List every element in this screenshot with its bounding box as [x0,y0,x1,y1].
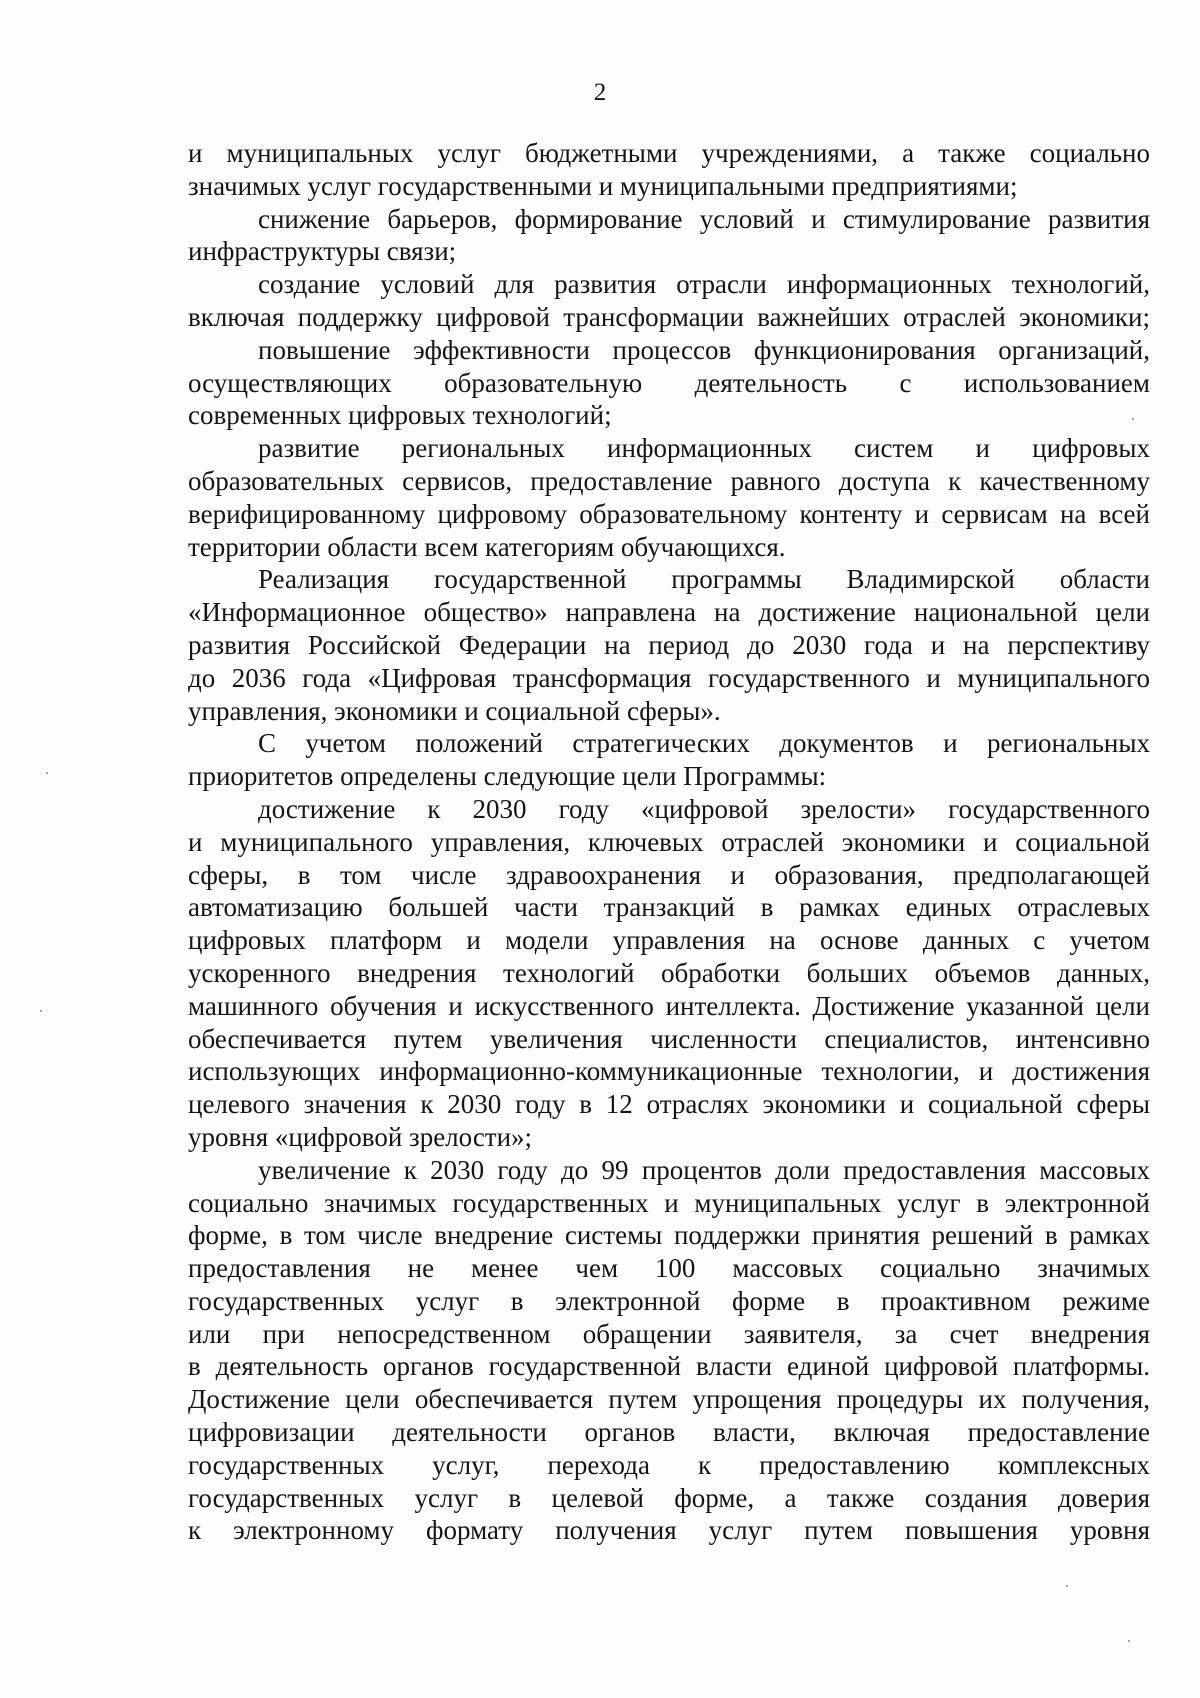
text-line: Реализация государственной программы Владимирской области [258,564,1150,595]
scan-speck [46,772,48,774]
text-line: верифицированному цифровому образовательному контенту и сервисам на всей [188,498,1150,529]
text-line: осуществляющих образовательную деятельность с использованием [188,367,1150,398]
text-line: достижение к 2030 году «цифровой зрелости» государственного [258,793,1150,824]
text-line: современных цифровых технологий; [188,400,612,431]
page-number: 2 [593,79,607,106]
scan-speck [1132,418,1134,420]
text-line: обеспечивается путем увеличения численности специалистов, интенсивно [188,1023,1150,1054]
text-line: государственных услуг, перехода к предоставлению комплексных [188,1449,1150,1480]
text-line: предоставления не менее чем 100 массовых социально значимых [188,1253,1150,1284]
text-line: включая поддержку цифровой трансформации важнейших отраслей экономики; [188,301,1150,332]
body-text [188,137,1150,1547]
text-line: использующих информационно-коммуникационные технологии, и достижения [188,1056,1150,1087]
scan-speck [1066,1585,1068,1587]
text-line: к электронному формату получения услуг путем повышения уровня [188,1515,1150,1546]
text-line: государственных услуг в целевой форме, а также создания доверия [188,1482,1150,1513]
text-line: социально значимых государственных и муниципальных услуг в электронной [188,1187,1150,1218]
text-line: автоматизацию большей части транзакций в рамках единых отраслевых [188,892,1150,923]
text-line: целевого значения к 2030 году в 12 отраслях экономики и социальной сферы [188,1089,1150,1120]
text-line: С учетом положений стратегических документов и региональных [258,728,1150,759]
text-line: значимых услуг государственными и муниципальными предприятиями; [188,170,1018,201]
scan-speck [1128,1640,1130,1642]
text-line: сферы, в том числе здравоохранения и образования, предполагающей [188,859,1150,890]
text-line: увеличение к 2030 году до 99 процентов доли предоставления массовых [258,1154,1150,1185]
text-line: инфраструктуры связи; [188,236,457,267]
text-line: до 2036 года «Цифровая трансформация государственного и муниципального [188,662,1150,693]
text-line: цифровых платформ и модели управления на основе данных с учетом [188,925,1150,956]
text-line: машинного обучения и искусственного интеллекта. Достижение указанной цели [188,990,1150,1021]
text-line: развитие региональных информационных систем и цифровых [258,433,1150,464]
text-line: повышение эффективности процессов функционирования организаций, [258,334,1150,365]
text-line: снижение барьеров, формирование условий и стимулирование развития [258,203,1150,234]
text-line: территории области всем категориям обучающихся. [188,531,786,562]
text-line: «Информационное общество» направлена на достижение национальной цели [188,597,1150,628]
text-line: форме, в том числе внедрение системы поддержки принятия решений в рамках [188,1220,1150,1251]
text-line: в деятельность органов государственной власти единой цифровой платформы. [188,1351,1150,1382]
text-line: приоритетов определены следующие цели Программы: [188,761,827,792]
text-line: создание условий для развития отрасли информационных технологий, [258,269,1150,300]
text-line: государственных услуг в электронной форме в проактивном режиме [188,1285,1150,1316]
scan-speck [40,1010,42,1012]
text-line: и муниципального управления, ключевых отраслей экономики и социальной [188,826,1150,857]
text-line: управления, экономики и социальной сферы». [188,695,721,726]
text-line: развития Российской Федерации на период до 2030 года и на перспективу [188,629,1150,660]
text-line: уровня «цифровой зрелости»; [188,1121,533,1152]
text-line: ускоренного внедрения технологий обработки больших объемов данных, [188,957,1150,988]
text-line: Достижение цели обеспечивается путем упрощения процедуры их получения, [188,1384,1150,1415]
text-line: образовательных сервисов, предоставление равного доступа к качественному [188,465,1150,496]
text-line: цифровизации деятельности органов власти, включая предоставление [188,1417,1150,1448]
text-line: или при непосредственном обращении заявителя, за счет внедрения [188,1318,1150,1349]
text-line: и муниципальных услуг бюджетными учреждениями, а также социально [188,138,1150,168]
